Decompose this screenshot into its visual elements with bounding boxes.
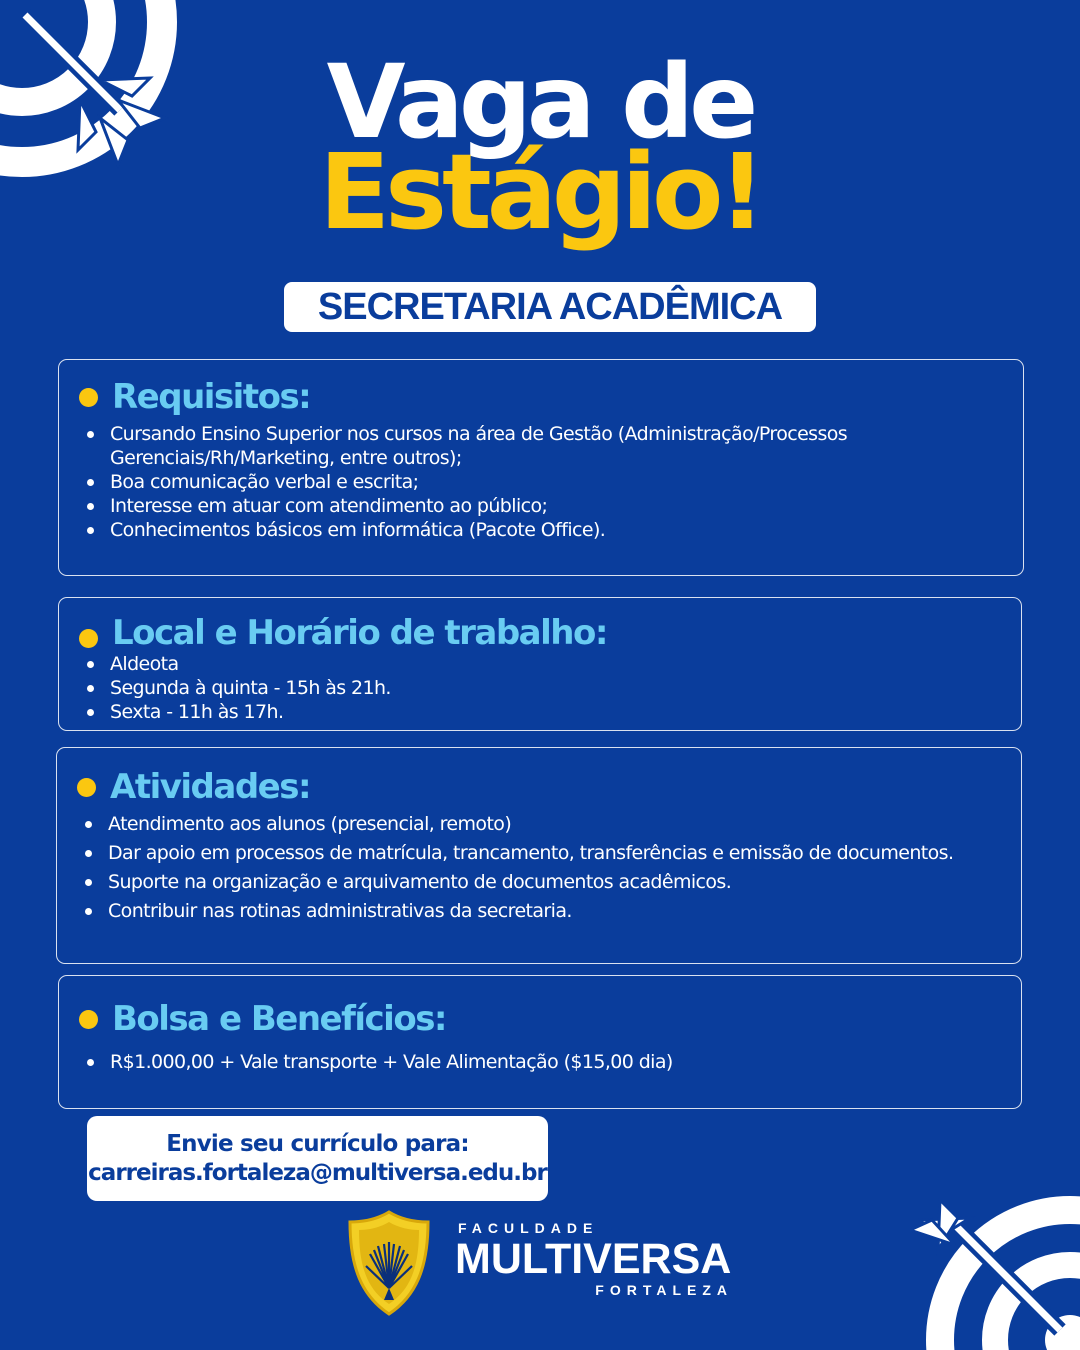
- bullet-dot-icon: [77, 778, 96, 797]
- target-arrow-icon: [910, 1190, 1080, 1350]
- contact-box: [87, 1116, 548, 1201]
- list-item: Dar apoio em processos de matrícula, trancamento, transferências e emissão de documentos.: [77, 839, 1021, 868]
- shield-logo-icon: [344, 1208, 434, 1318]
- logo-bottom-text: FORTALEZA: [595, 1282, 733, 1298]
- list-item: R$1.000,00 + Vale transporte + Vale Alimentação ($15,00 dia): [79, 1050, 1021, 1074]
- section-list: [79, 652, 1021, 724]
- logo-top-text: FACULDADE: [458, 1220, 599, 1236]
- list-item: Contribuir nas rotinas administrativas da secretaria.: [77, 897, 1021, 926]
- contact-email-link[interactable]: carreiras.fortaleza@multiversa.edu.br: [88, 1159, 547, 1186]
- section-title: Atividades:: [110, 767, 311, 807]
- list-item: Cursando Ensino Superior nos cursos na área de Gestão (Administração/Processos Gerenciais/Rh/Marketing, entre outros);: [79, 422, 1023, 470]
- brand-logo: [455, 1218, 745, 1300]
- bullet-dot-icon: [79, 1010, 98, 1029]
- page-title-line2: Estágio!: [319, 131, 761, 253]
- section-card-bolsa-beneficios: [58, 975, 1022, 1109]
- list-item: Aldeota: [79, 652, 1021, 676]
- list-item: Suporte na organização e arquivamento de documentos acadêmicos.: [77, 868, 1021, 897]
- section-card-requisitos: [58, 359, 1024, 576]
- list-item: Conhecimentos básicos em informática (Pacote Office).: [79, 518, 1023, 542]
- logo-main-text: MULTIVERSA: [455, 1235, 732, 1283]
- list-item: Boa comunicação verbal e escrita;: [79, 470, 1023, 494]
- section-card-local-horario: [58, 597, 1022, 731]
- department-badge: SECRETARIA ACADÊMICA: [284, 282, 816, 332]
- section-title: Local e Horário de trabalho:: [112, 613, 607, 653]
- section-list: [79, 422, 1023, 542]
- section-title: Bolsa e Benefícios:: [112, 999, 447, 1039]
- section-list: [79, 1050, 1021, 1074]
- list-item: Sexta - 11h às 17h.: [79, 700, 1021, 724]
- section-card-atividades: [56, 747, 1022, 964]
- list-item: Atendimento aos alunos (presencial, remoto): [77, 810, 1021, 839]
- list-item: Segunda à quinta - 15h às 21h.: [79, 676, 1021, 700]
- list-item: Interesse em atuar com atendimento ao público;: [79, 494, 1023, 518]
- bullet-dot-icon: [79, 629, 98, 648]
- bullet-dot-icon: [79, 388, 98, 407]
- section-list: [77, 810, 1021, 926]
- contact-label: Envie seu currículo para:: [166, 1130, 469, 1157]
- section-title: Requisitos:: [112, 377, 311, 417]
- page-title-line1: Vaga de: [326, 43, 754, 162]
